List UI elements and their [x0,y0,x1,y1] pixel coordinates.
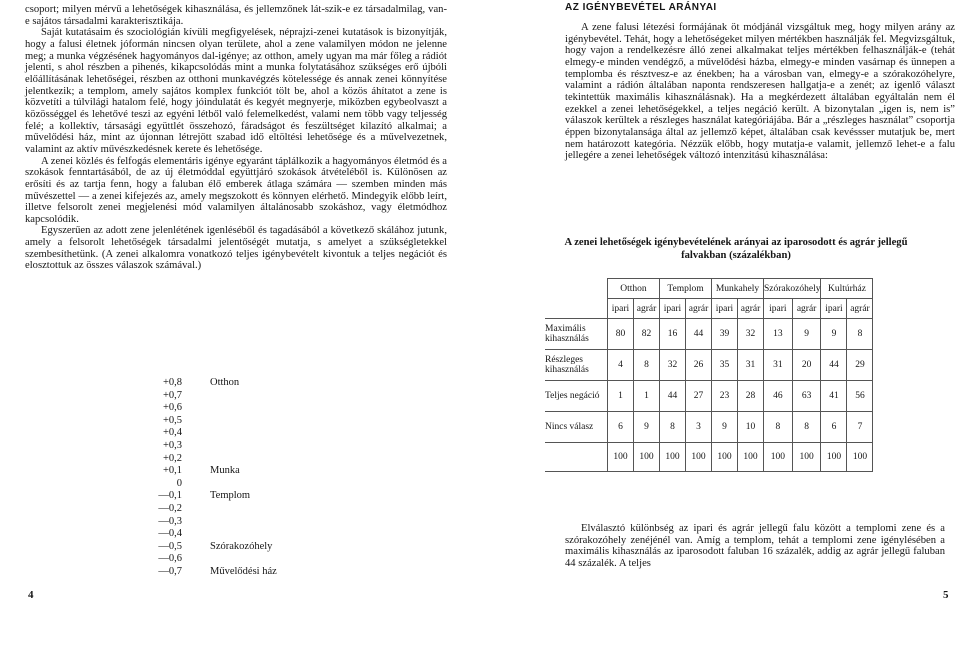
sub-header: ipari [660,299,686,319]
scale-row [142,528,322,541]
row-label: Teljes negáció [545,381,608,412]
table-cell: 46 [764,381,793,412]
table-cell: 10 [738,412,764,443]
table-cell: 100 [792,443,821,472]
table-cell: 13 [764,319,793,350]
left-paragraph: csoport; milyen mérvű a lehetőségek kihasználása, és jellemzőnek lát-szik-e ez társadalmilag, van-e sajátos társadalmi karakterisztikája. [25,4,447,27]
table-cell: 9 [712,412,738,443]
scale-row [142,541,322,554]
scale-value: 0 [176,477,182,489]
scale-value: +0,7 [162,389,182,401]
scale-row [142,427,322,440]
scale-value: —0,6 [158,553,182,565]
scale-row [142,553,322,566]
left-paragraph: Egyszerűen az adott zene jelenlétének igenléséből és tagadásából a következő skálához jutunk, amely a felsorolt lehetőségek társadalmi jelentőségét mutatja, s amelyet a szükségletekkel szembesíthetünk. (A zenei alkalomra vonatkozó teljes igénybevételt kivontuk a teljes negációt és elosztottuk az összes válaszok számával.) [25,225,447,272]
left-paragraph: Saját kutatásaim és szociológián kívüli megfigyelések, néprajzi-zenei kutatások is bizonyítják, hogy a falusi életnek jóformán nincsen olyan területe, ahol a zene valamilyen módon ne jelenne meg; a munka végzésének hagyományos dal-igénye; az otthon, amely ugyan ma már főleg a rádiót jelenti, s ahol részben a pihenés, kikapcsolódás mint a munka folytatásához szükséges erő újbóli előállításának lehetőségei, részben az otthoni munkavégzés kötelessége és annak zenei könnyítése jelentkezik; a templom, amely sajátos komplex funkciót tölt be, ahol a közös áhítatot a zene is közvetíti a túlvilági hatalom felé, hogy jóindulatát és kegyét megnyerje, miközben egybeolvaszt a közösséggel és lehetővé teszi az egyéni létből való felemelkedést, valami nem több vagy teljesség felé; a kollektív, társasági együttlét összehozó, fáradságot és feszültséget kilazító alkalmai; a művelődési ház, mint az újonnan létrejött szabad idő eltöltési lehetősége és a művelvezetnek, valamint az aktív művészkedésnek kerete és lehetősége. [25,27,447,155]
table-cell: 9 [634,412,660,443]
table-cell: 8 [660,412,686,443]
table-caption: A zenei lehetőségek igénybevételének arányai az iparosodott és agrár jellegű falvakban (százalékban) [564,237,908,261]
table-cell: 100 [634,443,660,472]
table-cell: 80 [608,319,634,350]
scale-row [142,490,322,503]
scale-label: Otthon [210,377,240,388]
table-cell: 41 [821,381,847,412]
table-cell: 9 [821,319,847,350]
table-cell: 82 [634,319,660,350]
scale-label: Művelődési ház [210,565,277,577]
scale-value: +0,2 [162,452,182,464]
scale-row [142,503,322,516]
sub-header: ipari [764,299,793,319]
table-cell: 56 [847,381,873,412]
table-cell: 6 [608,412,634,443]
scale-label: Szórakozóhely [210,540,273,552]
sub-header: ipari [608,299,634,319]
table-row [545,443,873,472]
table-cell: 35 [712,350,738,381]
scale-row [142,566,322,579]
sub-header: ipari [712,299,738,319]
table-row [545,350,873,381]
right-text-block [565,22,955,162]
scale-label: Munka [210,465,240,477]
table-cell: 23 [712,381,738,412]
table-cell: 100 [660,443,686,472]
table-cell: 7 [847,412,873,443]
table-cell: 32 [738,319,764,350]
row-label: Maximális kihasználás [545,319,608,350]
usage-table [545,278,873,472]
table-cell: 28 [738,381,764,412]
scale-row [142,415,322,428]
table-cell: 100 [608,443,634,472]
page-number: 4 [28,589,34,601]
table-cell: 9 [792,319,821,350]
table-cell: 26 [686,350,712,381]
page-number: 5 [943,589,949,601]
table-row [545,319,873,350]
scale-row [142,402,322,415]
group-header: Szórakozóhely [764,279,821,299]
row-label: Részleges kihasználás [545,350,608,381]
table-cell: 8 [792,412,821,443]
scale-value: —0,5 [158,540,182,552]
scale-value: +0,3 [162,439,182,451]
table-cell: 44 [686,319,712,350]
scale-row [142,516,322,529]
table-cell: 8 [634,350,660,381]
scale-row [142,390,322,403]
table-cell: 4 [608,350,634,381]
scale-value: —0,3 [158,515,182,527]
row-label [545,443,608,472]
table-cell: 100 [712,443,738,472]
right-page [480,0,960,649]
table-cell: 6 [821,412,847,443]
scale-value: —0,1 [158,490,182,502]
table-cell: 16 [660,319,686,350]
scale-row [142,440,322,453]
sub-header: agrár [847,299,873,319]
table-cell: 31 [764,350,793,381]
scale-row [142,453,322,466]
table-cell: 27 [686,381,712,412]
table-row [545,412,873,443]
table-cell: 1 [608,381,634,412]
right-bottom-text [565,523,945,570]
table-cell: 29 [847,350,873,381]
table-cell: 20 [792,350,821,381]
music-occasion-scale [142,377,322,579]
scale-value: +0,5 [162,414,182,426]
table-cell: 32 [660,350,686,381]
scale-value: +0,6 [162,402,182,414]
scale-row [142,478,322,491]
table-cell: 44 [821,350,847,381]
table-group-header-row [545,279,873,299]
scale-value: —0,2 [158,502,182,514]
table-cell: 3 [686,412,712,443]
group-header: Kultúrház [821,279,873,299]
group-header: Templom [660,279,712,299]
table-cell: 100 [847,443,873,472]
sub-header: agrár [738,299,764,319]
sub-header: ipari [821,299,847,319]
table-row [545,381,873,412]
table-cell: 31 [738,350,764,381]
scale-value: +0,1 [162,465,182,477]
table-cell: 100 [821,443,847,472]
scale-value: —0,7 [158,565,182,577]
scale-row [142,465,322,478]
table-cell: 63 [792,381,821,412]
table-cell: 8 [847,319,873,350]
scale-value: +0,4 [162,427,182,439]
left-text-block [25,4,447,272]
table-cell: 8 [764,412,793,443]
right-paragraph: A zene falusi létezési formájának öt módjánál vizsgáltuk meg, hogy milyen arány az igénybevétel. Tehát, hogy a lehetőségeket milyen mértékben használják fel. Megvizsgáltuk, hogy vajon a rendelkezésre álló zenei alkalmakat teljes mértékben felhasználják-e (tehát elmegy-e minden vendégző, a művelődési házba, elmegy-e minden vasárnap és ünnepen a templomba és résztvesz-e az énekben; ha a városban van, elmegy-e a szórakozóhelyre, valamint a rádión általában naponta rendszeresen hallgatja-e a zenét; az igenlő választ tekintettük maximális kihasználásnak). Ha a megkérdezett általában egyáltalán nem él ezekkel a zenei lehetőségekkel, a teljes negáció került. A bizonytalan „igen is, nem is” válaszok kerültek a részleges használat kategóriájába. Bár a „részleges használat” csoportja éppen bizonytalansága által az jellemző képet, általában csak kevéssser mutatjuk be, mert nem határozott kategória. Nézzük előbb, hogy mutatja-e valamit, jellemző lehet-e a falu jellegére a zenei lehetőségek változó intenzitású kihasználása: [565,22,955,162]
scale-value: —0,4 [158,528,182,540]
scale-value: +0,8 [162,377,182,388]
table-cell: 100 [738,443,764,472]
scale-row [142,377,322,390]
section-header: AZ IGÉNYBEVÉTEL ARÁNYAI [565,2,717,13]
table-cell: 100 [764,443,793,472]
table-corner [545,279,608,319]
sub-header: agrár [634,299,660,319]
right-paragraph: Elválasztó különbség az ipari és agrár jellegű falu között a templomi zene és a szórakozóhely zenéjénél van. Amíg a templom, tehát a templomi zene igénylésében a maximális kihasználás az iparosodott faluban 16 százalék, addig az agrár jellegű faluban 44 százalék. A teljes [565,523,945,569]
left-paragraph: A zenei közlés és felfogás elementáris igénye egyaránt táplálkozik a hagyományos életmód és a szokások fenntartásából, de az új életmóddal együttjáró szokások átvételéből is. Különösen az erősíti és az tartja fenn, hogy a faluban élő emberek átlaga számára — szemben minden más művészettel — a zenei kifejezés az, amely megszokott és könnyen elérhető. Mindegyik előbb leírt, illetve felsorolt zenei megjelenési mód valamilyen általánosabb szokáshoz, vagy életmódhoz kapcsolódik. [25,155,447,225]
row-label: Nincs válasz [545,412,608,443]
sub-header: agrár [792,299,821,319]
table-cell: 1 [634,381,660,412]
table-cell: 100 [686,443,712,472]
sub-header: agrár [686,299,712,319]
group-header: Otthon [608,279,660,299]
table-cell: 39 [712,319,738,350]
scale-label: Templom [210,490,251,502]
table-cell: 44 [660,381,686,412]
group-header: Munkahely [712,279,764,299]
